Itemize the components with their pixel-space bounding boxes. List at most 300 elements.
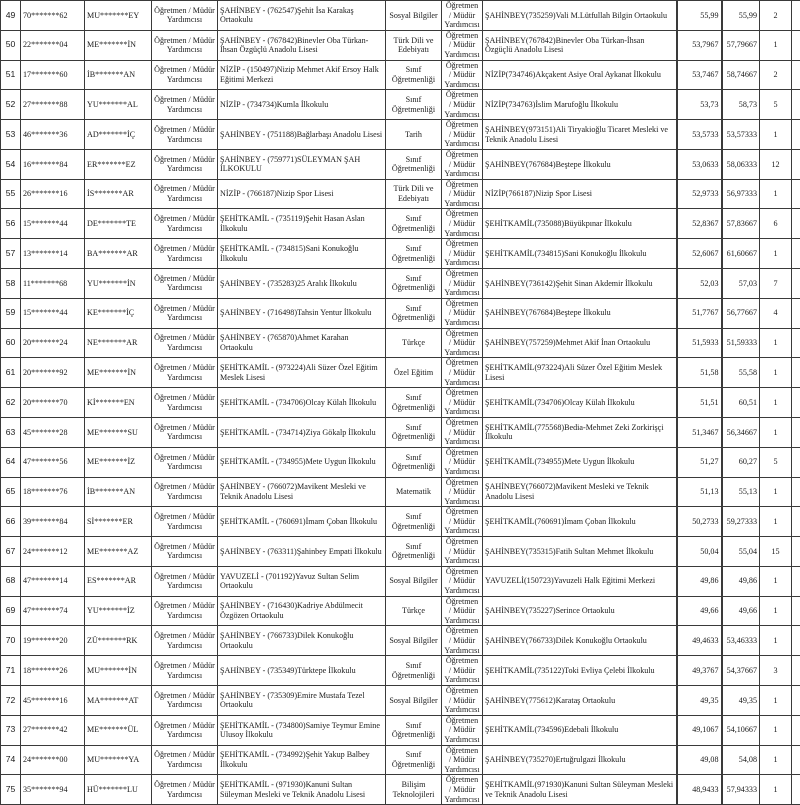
masked-name-cell: İS*******AR <box>85 179 152 209</box>
tc-number-cell: 47*******14 <box>21 566 85 596</box>
target-title-cell: Öğretmen / Müdür Yardımcısı <box>442 298 483 328</box>
tc-number-cell: 11*******68 <box>21 269 85 299</box>
table-row <box>1 447 800 477</box>
tc-number-cell: 46*******36 <box>21 120 85 150</box>
branch-cell: Bilişim Teknolojileri <box>386 775 442 805</box>
total-score-cell: 55,58 <box>722 358 760 388</box>
total-score-cell: 57,03 <box>722 269 760 299</box>
origin-school-cell: ŞAHİNBEY - (767842)Binevler Oba Türkan-İhsan Özgüçlü Anadolu Lisesi <box>218 30 386 60</box>
current-title-cell: Öğretmen / Müdür Yardımcısı <box>152 388 218 418</box>
row-number-cell: 72 <box>1 685 21 715</box>
target-school-cell: ŞEHİTKAMİL(973224)Ali Süzer Özel Eğitim Meslek Lisesi <box>483 358 677 388</box>
base-score-cell: 53,0633 <box>677 149 722 179</box>
target-title-cell: Öğretmen / Müdür Yardımcısı <box>442 477 483 507</box>
tc-number-cell: 19*******20 <box>21 626 85 656</box>
target-school-cell: ŞAHİNBEY(757259)Mehmet Akif İnan Ortaokulu <box>483 328 677 358</box>
total-score-cell: 56,97333 <box>722 179 760 209</box>
base-score-cell: 51,13 <box>677 477 722 507</box>
empty-cell <box>792 358 800 388</box>
target-title-cell: Öğretmen / Müdür Yardımcısı <box>442 179 483 209</box>
preference-rank-cell: 7 <box>760 269 792 299</box>
masked-name-cell: YU*******AL <box>85 90 152 120</box>
preference-rank-cell: 12 <box>760 149 792 179</box>
empty-cell <box>792 239 800 269</box>
target-title-cell: Öğretmen / Müdür Yardımcısı <box>442 90 483 120</box>
branch-cell: Sınıf Öğretmenliği <box>386 269 442 299</box>
branch-cell: Özel Eğitim <box>386 358 442 388</box>
preference-rank-cell: 2 <box>760 1 792 31</box>
branch-cell: Sosyal Bilgiler <box>386 626 442 656</box>
preference-rank-cell: 1 <box>760 30 792 60</box>
empty-cell <box>792 328 800 358</box>
current-title-cell: Öğretmen / Müdür Yardımcısı <box>152 685 218 715</box>
row-number-cell: 69 <box>1 596 21 626</box>
current-title-cell: Öğretmen / Müdür Yardımcısı <box>152 656 218 686</box>
preference-rank-cell: 3 <box>760 656 792 686</box>
preference-rank-cell: 1 <box>760 775 792 805</box>
masked-name-cell: MU*******İN <box>85 656 152 686</box>
row-number-cell: 65 <box>1 477 21 507</box>
origin-school-cell: ŞEHİTKAMİL - (971930)Kanuni Sultan Süleyman Mesleki ve Teknik Anadolu Lisesi <box>218 775 386 805</box>
row-number-cell: 70 <box>1 626 21 656</box>
current-title-cell: Öğretmen / Müdür Yardımcısı <box>152 537 218 567</box>
empty-cell <box>792 269 800 299</box>
branch-cell: Sınıf Öğretmenliği <box>386 149 442 179</box>
total-score-cell: 49,66 <box>722 596 760 626</box>
branch-cell: Sınıf Öğretmenliği <box>386 298 442 328</box>
current-title-cell: Öğretmen / Müdür Yardımcısı <box>152 775 218 805</box>
masked-name-cell: KE*******İÇ <box>85 298 152 328</box>
origin-school-cell: ŞAHİNBEY - (763311)Şahinbey Empati İlkokulu <box>218 537 386 567</box>
origin-school-cell: ŞAHİNBEY - (766733)Dilek Konukoğlu Ortaokulu <box>218 626 386 656</box>
base-score-cell: 51,27 <box>677 447 722 477</box>
current-title-cell: Öğretmen / Müdür Yardımcısı <box>152 239 218 269</box>
table-row <box>1 685 800 715</box>
current-title-cell: Öğretmen / Müdür Yardımcısı <box>152 60 218 90</box>
empty-cell <box>792 179 800 209</box>
preference-rank-cell: 1 <box>760 120 792 150</box>
tc-number-cell: 20*******24 <box>21 328 85 358</box>
row-number-cell: 75 <box>1 775 21 805</box>
base-score-cell: 53,7967 <box>677 30 722 60</box>
masked-name-cell: Kİ*******EN <box>85 388 152 418</box>
base-score-cell: 52,8367 <box>677 209 722 239</box>
origin-school-cell: NİZİP - (734734)Kumla İlkokulu <box>218 90 386 120</box>
empty-cell <box>792 507 800 537</box>
preference-rank-cell: 2 <box>760 60 792 90</box>
preference-rank-cell: 1 <box>760 626 792 656</box>
masked-name-cell: ME*******İN <box>85 30 152 60</box>
row-number-cell: 61 <box>1 358 21 388</box>
branch-cell: Sosyal Bilgiler <box>386 685 442 715</box>
target-school-cell: ŞAHİNBEY(973151)Ali Tiryakioğlu Ticaret Mesleki ve Teknik Anadolu Lisesi <box>483 120 677 150</box>
row-number-cell: 68 <box>1 566 21 596</box>
preference-rank-cell: 1 <box>760 239 792 269</box>
base-score-cell: 53,7467 <box>677 60 722 90</box>
origin-school-cell: ŞEHİTKAMİL - (735119)Şehit Hasan Aslan İlkokulu <box>218 209 386 239</box>
current-title-cell: Öğretmen / Müdür Yardımcısı <box>152 507 218 537</box>
origin-school-cell: YAVUZELİ - (701192)Yavuz Sultan Selim Ortaokulu <box>218 566 386 596</box>
base-score-cell: 51,5933 <box>677 328 722 358</box>
masked-name-cell: DE*******TE <box>85 209 152 239</box>
empty-cell <box>792 775 800 805</box>
base-score-cell: 55,99 <box>677 1 722 31</box>
target-title-cell: Öğretmen / Müdür Yardımcısı <box>442 685 483 715</box>
empty-cell <box>792 417 800 447</box>
table-row <box>1 90 800 120</box>
branch-cell: Sınıf Öğretmenliği <box>386 239 442 269</box>
branch-cell: Sosyal Bilgiler <box>386 566 442 596</box>
target-school-cell: YAVUZELİ(150723)Yavuzeli Halk Eğitimi Merkezi <box>483 566 677 596</box>
empty-cell <box>792 537 800 567</box>
total-score-cell: 56,77667 <box>722 298 760 328</box>
base-score-cell: 50,04 <box>677 537 722 567</box>
row-number-cell: 55 <box>1 179 21 209</box>
table-row <box>1 537 800 567</box>
target-school-cell: ŞEHİTKAMİL(971930)Kanuni Sultan Süleyman Mesleki ve Teknik Anadolu Lisesi <box>483 775 677 805</box>
current-title-cell: Öğretmen / Müdür Yardımcısı <box>152 298 218 328</box>
tc-number-cell: 17*******60 <box>21 60 85 90</box>
target-school-cell: ŞAHİNBEY(766072)Mavikent Mesleki ve Teknik Anadolu Lisesi <box>483 477 677 507</box>
branch-cell: Türk Dili ve Edebiyatı <box>386 30 442 60</box>
table-row <box>1 179 800 209</box>
origin-school-cell: ŞAHİNBEY - (751188)Bağlarbaşı Anadolu Lisesi <box>218 120 386 150</box>
current-title-cell: Öğretmen / Müdür Yardımcısı <box>152 328 218 358</box>
target-title-cell: Öğretmen / Müdür Yardımcısı <box>442 507 483 537</box>
row-number-cell: 63 <box>1 417 21 447</box>
target-title-cell: Öğretmen / Müdür Yardımcısı <box>442 417 483 447</box>
preference-rank-cell: 4 <box>760 298 792 328</box>
empty-cell <box>792 1 800 31</box>
table-row <box>1 656 800 686</box>
table-row <box>1 715 800 745</box>
origin-school-cell: ŞEHİTKAMİL - (734955)Mete Uygun İlkokulu <box>218 447 386 477</box>
masked-name-cell: ER*******EZ <box>85 149 152 179</box>
tc-number-cell: 13*******14 <box>21 239 85 269</box>
origin-school-cell: NİZİP - (766187)Nizip Spor Lisesi <box>218 179 386 209</box>
target-school-cell: ŞAHİNBEY(735315)Fatih Sultan Mehmet İlkokulu <box>483 537 677 567</box>
empty-cell <box>792 626 800 656</box>
total-score-cell: 55,13 <box>722 477 760 507</box>
branch-cell: Sınıf Öğretmenliği <box>386 745 442 775</box>
table-row <box>1 30 800 60</box>
target-school-cell: ŞAHİNBEY(766733)Dilek Konukoğlu Ortaokulu <box>483 626 677 656</box>
table-row <box>1 1 800 31</box>
target-title-cell: Öğretmen / Müdür Yardımcısı <box>442 358 483 388</box>
masked-name-cell: İB*******AN <box>85 477 152 507</box>
target-title-cell: Öğretmen / Müdür Yardımcısı <box>442 596 483 626</box>
table-row <box>1 507 800 537</box>
total-score-cell: 57,83667 <box>722 209 760 239</box>
masked-name-cell: MA*******AT <box>85 685 152 715</box>
origin-school-cell: ŞEHİTKAMİL - (734815)Sani Konukoğlu İlkokulu <box>218 239 386 269</box>
masked-name-cell: YU*******İN <box>85 269 152 299</box>
total-score-cell: 56,34667 <box>722 417 760 447</box>
base-score-cell: 49,4633 <box>677 626 722 656</box>
origin-school-cell: ŞAHİNBEY - (762547)Şehit İsa Karakaş Ortaokulu <box>218 1 386 31</box>
origin-school-cell: ŞEHİTKAMİL - (734706)Olcay Külah İlkokulu <box>218 388 386 418</box>
row-number-cell: 60 <box>1 328 21 358</box>
tc-number-cell: 39*******84 <box>21 507 85 537</box>
target-school-cell: NİZİP(766187)Nizip Spor Lisesi <box>483 179 677 209</box>
origin-school-cell: ŞAHİNBEY - (716498)Tahsin Yentur İlkokulu <box>218 298 386 328</box>
total-score-cell: 54,08 <box>722 745 760 775</box>
masked-name-cell: MU*******EY <box>85 1 152 31</box>
current-title-cell: Öğretmen / Müdür Yardımcısı <box>152 417 218 447</box>
base-score-cell: 50,2733 <box>677 507 722 537</box>
branch-cell: Matematik <box>386 477 442 507</box>
tc-number-cell: 47*******56 <box>21 447 85 477</box>
base-score-cell: 49,86 <box>677 566 722 596</box>
preference-rank-cell: 6 <box>760 209 792 239</box>
masked-name-cell: Sİ*******ER <box>85 507 152 537</box>
tc-number-cell: 70*******62 <box>21 1 85 31</box>
target-school-cell: ŞAHİNBEY(735259)Vali M.Lütfullah Bilgin Ortaokulu <box>483 1 677 31</box>
empty-cell <box>792 656 800 686</box>
row-number-cell: 62 <box>1 388 21 418</box>
total-score-cell: 58,06333 <box>722 149 760 179</box>
target-title-cell: Öğretmen / Müdür Yardımcısı <box>442 447 483 477</box>
table-row <box>1 745 800 775</box>
tc-number-cell: 27*******88 <box>21 90 85 120</box>
current-title-cell: Öğretmen / Müdür Yardımcısı <box>152 566 218 596</box>
empty-cell <box>792 209 800 239</box>
row-number-cell: 59 <box>1 298 21 328</box>
target-title-cell: Öğretmen / Müdür Yardımcısı <box>442 656 483 686</box>
empty-cell <box>792 149 800 179</box>
target-title-cell: Öğretmen / Müdür Yardımcısı <box>442 1 483 31</box>
target-school-cell: ŞEHİTKAMİL(775568)Bedia-Mehmet Zeki Zorkirişçi İlkokulu <box>483 417 677 447</box>
branch-cell: Tarih <box>386 120 442 150</box>
tc-number-cell: 35*******94 <box>21 775 85 805</box>
table-row <box>1 239 800 269</box>
total-score-cell: 58,74667 <box>722 60 760 90</box>
table-row <box>1 388 800 418</box>
origin-school-cell: NİZİP - (150497)Nizip Mehmet Akif Ersoy Halk Eğitimi Merkezi <box>218 60 386 90</box>
row-number-cell: 73 <box>1 715 21 745</box>
target-title-cell: Öğretmen / Müdür Yardımcısı <box>442 30 483 60</box>
masked-name-cell: İB*******AN <box>85 60 152 90</box>
tc-number-cell: 47*******74 <box>21 596 85 626</box>
masked-name-cell: ME*******İZ <box>85 447 152 477</box>
table-row <box>1 60 800 90</box>
preference-rank-cell: 1 <box>760 685 792 715</box>
current-title-cell: Öğretmen / Müdür Yardımcısı <box>152 149 218 179</box>
target-school-cell: ŞAHİNBEY(735227)Serince Ortaokulu <box>483 596 677 626</box>
current-title-cell: Öğretmen / Müdür Yardımcısı <box>152 90 218 120</box>
masked-name-cell: ME*******İN <box>85 358 152 388</box>
target-school-cell: ŞEHİTKAMİL(734596)Edebali İlkokulu <box>483 715 677 745</box>
empty-cell <box>792 745 800 775</box>
current-title-cell: Öğretmen / Müdür Yardımcısı <box>152 209 218 239</box>
row-number-cell: 49 <box>1 1 21 31</box>
empty-cell <box>792 30 800 60</box>
preference-rank-cell: 1 <box>760 417 792 447</box>
target-title-cell: Öğretmen / Müdür Yardımcısı <box>442 537 483 567</box>
preference-rank-cell: 1 <box>760 388 792 418</box>
origin-school-cell: ŞEHİTKAMİL - (734714)Ziya Gökalp İlkokulu <box>218 417 386 447</box>
table-body <box>1 1 800 805</box>
base-score-cell: 52,9733 <box>677 179 722 209</box>
table-row <box>1 477 800 507</box>
tc-number-cell: 26*******16 <box>21 179 85 209</box>
target-title-cell: Öğretmen / Müdür Yardımcısı <box>442 745 483 775</box>
branch-cell: Sınıf Öğretmenliği <box>386 447 442 477</box>
row-number-cell: 50 <box>1 30 21 60</box>
row-number-cell: 53 <box>1 120 21 150</box>
preference-rank-cell: 1 <box>760 179 792 209</box>
branch-cell: Sosyal Bilgiler <box>386 1 442 31</box>
target-title-cell: Öğretmen / Müdür Yardımcısı <box>442 149 483 179</box>
preference-rank-cell: 15 <box>760 537 792 567</box>
target-title-cell: Öğretmen / Müdür Yardımcısı <box>442 239 483 269</box>
table-row <box>1 209 800 239</box>
origin-school-cell: ŞAHİNBEY - (735349)Türktepe İlkokulu <box>218 656 386 686</box>
row-number-cell: 74 <box>1 745 21 775</box>
branch-cell: Sınıf Öğretmenliği <box>386 388 442 418</box>
target-title-cell: Öğretmen / Müdür Yardımcısı <box>442 626 483 656</box>
origin-school-cell: ŞAHİNBEY - (766072)Mavikent Mesleki ve Teknik Anadolu Lisesi <box>218 477 386 507</box>
target-school-cell: ŞAHİNBEY(767684)Beştepe İlkokulu <box>483 298 677 328</box>
empty-cell <box>792 715 800 745</box>
total-score-cell: 55,99 <box>722 1 760 31</box>
empty-cell <box>792 388 800 418</box>
branch-cell: Sınıf Öğretmenliği <box>386 715 442 745</box>
origin-school-cell: ŞAHİNBEY - (735283)25 Aralık İlkokulu <box>218 269 386 299</box>
preference-rank-cell: 5 <box>760 447 792 477</box>
table-row <box>1 269 800 299</box>
preference-rank-cell: 1 <box>760 596 792 626</box>
masked-name-cell: ME*******SU <box>85 417 152 447</box>
base-score-cell: 49,1067 <box>677 715 722 745</box>
preference-rank-cell: 1 <box>760 358 792 388</box>
tc-number-cell: 16*******84 <box>21 149 85 179</box>
masked-name-cell: ME*******AZ <box>85 537 152 567</box>
branch-cell: Sınıf Öğretmenliği <box>386 656 442 686</box>
target-title-cell: Öğretmen / Müdür Yardımcısı <box>442 388 483 418</box>
total-score-cell: 55,04 <box>722 537 760 567</box>
base-score-cell: 49,08 <box>677 745 722 775</box>
tc-number-cell: 20*******70 <box>21 388 85 418</box>
target-title-cell: Öğretmen / Müdür Yardımcısı <box>442 60 483 90</box>
branch-cell: Sınıf Öğretmenliği <box>386 60 442 90</box>
total-score-cell: 58,73 <box>722 90 760 120</box>
row-number-cell: 67 <box>1 537 21 567</box>
branch-cell: Sınıf Öğretmenliği <box>386 209 442 239</box>
empty-cell <box>792 685 800 715</box>
target-title-cell: Öğretmen / Müdür Yardımcısı <box>442 566 483 596</box>
target-title-cell: Öğretmen / Müdür Yardımcısı <box>442 775 483 805</box>
target-school-cell: ŞAHİNBEY(767684)Beştepe İlkokulu <box>483 149 677 179</box>
base-score-cell: 49,66 <box>677 596 722 626</box>
base-score-cell: 51,58 <box>677 358 722 388</box>
target-school-cell: ŞAHİNBEY(735270)Ertuğrulgazi İlkokulu <box>483 745 677 775</box>
base-score-cell: 51,7767 <box>677 298 722 328</box>
target-school-cell: ŞEHİTKAMİL(735122)Toki Evliya Çelebi İlkokulu <box>483 656 677 686</box>
total-score-cell: 61,60667 <box>722 239 760 269</box>
target-title-cell: Öğretmen / Müdür Yardımcısı <box>442 120 483 150</box>
tc-number-cell: 45*******16 <box>21 685 85 715</box>
branch-cell: Sınıf Öğretmenliği <box>386 417 442 447</box>
preference-rank-cell: 1 <box>760 745 792 775</box>
total-score-cell: 49,35 <box>722 685 760 715</box>
total-score-cell: 53,57333 <box>722 120 760 150</box>
branch-cell: Sınıf Öğretmenliği <box>386 537 442 567</box>
total-score-cell: 51,59333 <box>722 328 760 358</box>
base-score-cell: 49,3767 <box>677 656 722 686</box>
masked-name-cell: AD*******İÇ <box>85 120 152 150</box>
origin-school-cell: ŞAHİNBEY - (765870)Ahmet Karahan Ortaokulu <box>218 328 386 358</box>
target-title-cell: Öğretmen / Müdür Yardımcısı <box>442 715 483 745</box>
empty-cell <box>792 566 800 596</box>
preference-rank-cell: 1 <box>760 715 792 745</box>
branch-cell: Türk Dili ve Edebiyatı <box>386 179 442 209</box>
branch-cell: Türkçe <box>386 596 442 626</box>
target-school-cell: ŞEHİTKAMİL(734706)Olcay Külah İlkokulu <box>483 388 677 418</box>
empty-cell <box>792 477 800 507</box>
base-score-cell: 48,9433 <box>677 775 722 805</box>
preference-rank-cell: 1 <box>760 328 792 358</box>
table-row <box>1 298 800 328</box>
origin-school-cell: ŞAHİNBEY - (759771)SÜLEYMAN ŞAH İLKOKULU <box>218 149 386 179</box>
tc-number-cell: 20*******92 <box>21 358 85 388</box>
tc-number-cell: 18*******26 <box>21 656 85 686</box>
origin-school-cell: ŞEHİTKAMİL - (734800)Samiye Teymur Emine Ulusoy İlkokulu <box>218 715 386 745</box>
masked-name-cell: YU*******İZ <box>85 596 152 626</box>
row-number-cell: 52 <box>1 90 21 120</box>
row-number-cell: 66 <box>1 507 21 537</box>
base-score-cell: 53,5733 <box>677 120 722 150</box>
tc-number-cell: 15*******44 <box>21 209 85 239</box>
preference-rank-cell: 1 <box>760 566 792 596</box>
masked-name-cell: ES*******AR <box>85 566 152 596</box>
origin-school-cell: ŞEHİTKAMİL - (734992)Şehit Yakup Balbey İlkokulu <box>218 745 386 775</box>
base-score-cell: 53,73 <box>677 90 722 120</box>
target-school-cell: ŞAHİNBEY(775612)Karataş Ortaokulu <box>483 685 677 715</box>
empty-cell <box>792 90 800 120</box>
empty-cell <box>792 120 800 150</box>
empty-cell <box>792 596 800 626</box>
target-title-cell: Öğretmen / Müdür Yardımcısı <box>442 328 483 358</box>
table-row <box>1 328 800 358</box>
branch-cell: Sınıf Öğretmenliği <box>386 90 442 120</box>
total-score-cell: 57,79667 <box>722 30 760 60</box>
tc-number-cell: 18*******76 <box>21 477 85 507</box>
total-score-cell: 60,27 <box>722 447 760 477</box>
row-number-cell: 51 <box>1 60 21 90</box>
current-title-cell: Öğretmen / Müdür Yardımcısı <box>152 626 218 656</box>
target-title-cell: Öğretmen / Müdür Yardımcısı <box>442 269 483 299</box>
row-number-cell: 56 <box>1 209 21 239</box>
total-score-cell: 49,86 <box>722 566 760 596</box>
preference-rank-cell: 5 <box>760 90 792 120</box>
masked-name-cell: NE*******AR <box>85 328 152 358</box>
row-number-cell: 57 <box>1 239 21 269</box>
masked-name-cell: ME*******ÜL <box>85 715 152 745</box>
total-score-cell: 60,51 <box>722 388 760 418</box>
table-row <box>1 596 800 626</box>
total-score-cell: 57,94333 <box>722 775 760 805</box>
current-title-cell: Öğretmen / Müdür Yardımcısı <box>152 30 218 60</box>
table-row <box>1 417 800 447</box>
target-school-cell: ŞEHİTKAMİL(734955)Mete Uygun İlkokulu <box>483 447 677 477</box>
origin-school-cell: ŞAHİNBEY - (735309)Emire Mustafa Tezel Ortaokulu <box>218 685 386 715</box>
base-score-cell: 51,51 <box>677 388 722 418</box>
target-school-cell: NİZİP(734746)Akçakent Asiye Oral Aykanat İlkokulu <box>483 60 677 90</box>
tc-number-cell: 15*******44 <box>21 298 85 328</box>
masked-name-cell: BA*******AR <box>85 239 152 269</box>
table-row <box>1 120 800 150</box>
